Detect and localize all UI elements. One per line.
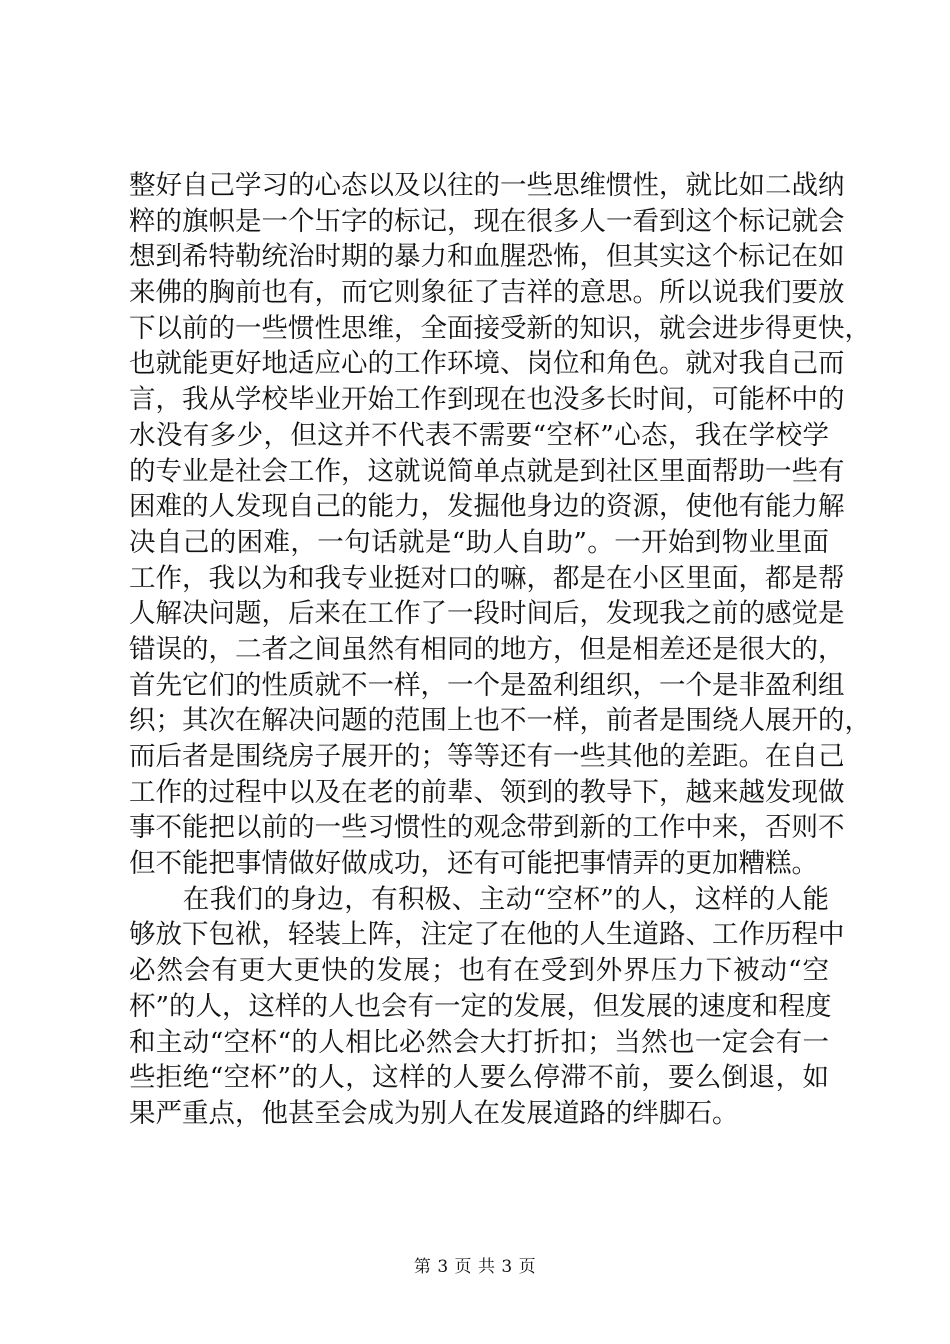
text-line: 错误的，二者之间虽然有相同的地方，但是相差还是很大的， (129, 633, 845, 665)
text-line: 决自己的困难，一句话就是“助人自助”。一开始到物业里面 (129, 526, 829, 558)
text-line: 粹的旗帜是一个卐字的标记，现在很多人一看到这个标记就会 (129, 205, 845, 237)
text-line: 下以前的一些惯性思维，全面接受新的知识，就会进步得更快， (129, 312, 871, 344)
text-line: 工作的过程中以及在老的前辈、领到的教导下，越来越发现做 (129, 776, 845, 808)
paragraph-end-line: 但不能把事情做好做成功，还有可能把事情弄的更加糟糕。 (129, 848, 818, 880)
text-line: 水没有多少，但这并不代表不需要“空杯”心态，我在学校学 (129, 419, 829, 451)
text-line: 的专业是社会工作，这就说简单点就是到社区里面帮助一些有 (129, 455, 845, 487)
text-line: 首先它们的性质就不一样，一个是盈利组织，一个是非盈利组 (129, 669, 845, 701)
text-line: 些拒绝“空杯”的人，这样的人要么停滞不前，要么倒退，如 (129, 1062, 829, 1094)
text-line: 困难的人发现自己的能力，发掘他身边的资源，使他有能力解 (129, 491, 845, 523)
paragraph-start-line: 在我们的身边，有积极、主动“空杯”的人，这样的人能 (129, 883, 829, 915)
text-line: 杯”的人，这样的人也会有一定的发展，但发展的速度和程度 (129, 990, 832, 1022)
text-line: 人解决问题，后来在工作了一段时间后，发现我之前的感觉是 (129, 598, 845, 630)
text-line: 和主动“空杯“的人相比必然会大打折扣；当然也一定会有一 (129, 1026, 829, 1058)
text-line: 言，我从学校毕业开始工作到现在也没多长时间，可能杯中的 (129, 384, 845, 416)
text-line: 来佛的胸前也有，而它则象征了吉祥的意思。所以说我们要放 (129, 277, 845, 309)
text-line: 也就能更好地适应心的工作环境、岗位和角色。就对我自己而 (129, 348, 845, 380)
text-line: 想到希特勒统治时期的暴力和血腥恐怖，但其实这个标记在如 (129, 241, 845, 273)
text-line: 而后者是围绕房子展开的；等等还有一些其他的差距。在自己 (129, 741, 845, 772)
text-line: 整好自己学习的心态以及以往的一些思维惯性，就比如二战纳 (129, 170, 845, 201)
page-number-footer: 第 3 页 共 3 页 (413, 1257, 537, 1277)
paragraph-end-line: 果严重点，他甚至会成为别人在发展道路的绊脚石。 (129, 1097, 739, 1129)
document-body (129, 168, 871, 1132)
text-line: 事不能把以前的一些习惯性的观念带到新的工作中来，否则不 (129, 812, 845, 844)
text-line: 织；其次在解决问题的范围上也不一样，前者是围绕人展开的， (129, 705, 871, 737)
text-line: 够放下包袱，轻装上阵，注定了在他的人生道路、工作历程中 (129, 919, 845, 951)
text-line: 必然会有更大更快的发展；也有在受到外界压力下被动“空 (129, 955, 829, 987)
text-line: 工作，我以为和我专业挺对口的嘛，都是在小区里面，都是帮 (129, 562, 845, 594)
